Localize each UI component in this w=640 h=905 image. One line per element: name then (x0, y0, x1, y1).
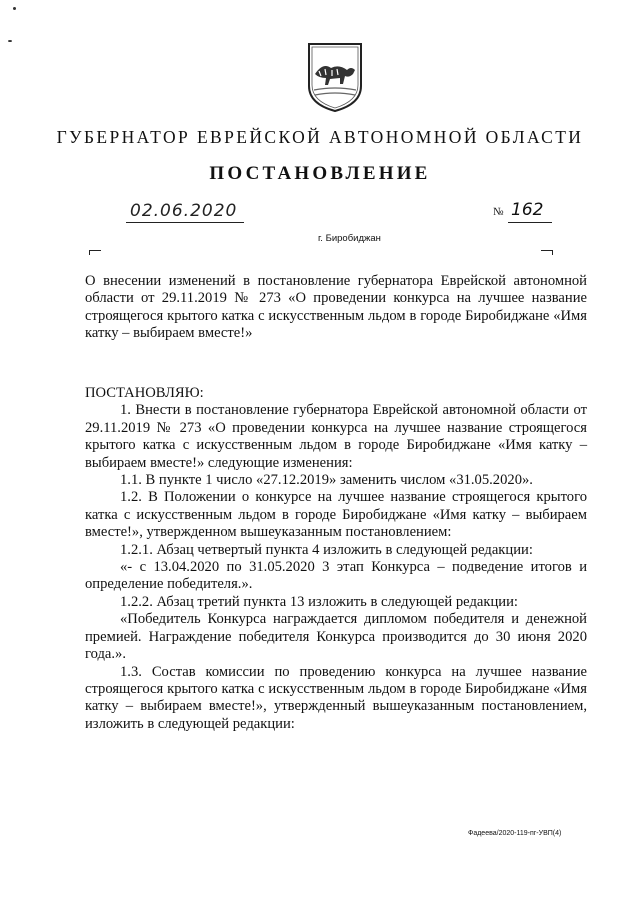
document-number: 162 (511, 200, 544, 220)
paragraph-1-2-1-text: «- с 13.04.2020 по 31.05.2020 3 этап Конкурса – подведение итогов и определение победителя.». (85, 559, 587, 593)
paragraph-1-2-2: 1.2.2. Абзац третий пункта 13 изложить в следующей редакции: (120, 593, 518, 610)
paragraph-1-3: 1.3. Состав комиссии по проведению конкурса на лучшее название строящегося крытого катка с искусственным льдом в городе Биробиджане «Имя катку – выбираем вместе!», утвержденный вышеуказанным постановлением, изложить в следующей редакции: (85, 663, 587, 732)
document-subject: О внесении изменений в постановление губернатора Еврейской автономной области от 29.11.2019 № 273 «О проведении конкурса на лучшее название строящегося крытого катка с искусственным льдом в городе Биробиджане «Имя катку – выбираем вместе!» (85, 273, 587, 342)
paragraph-1-1: 1.1. В пункте 1 число «27.12.2019» заменить числом «31.05.2020». (120, 472, 533, 489)
paragraph-1-2-2-text: «Победитель Конкурса награждается дипломом победителя и денежной премией. Награждение победителя Конкурса производится до 30 июня 2020 года.». (85, 611, 587, 663)
number-underline (508, 222, 552, 223)
city-label: г. Биробиджан (318, 233, 381, 244)
issuer-title: ГУБЕРНАТОР ЕВРЕЙСКОЙ АВТОНОМНОЙ ОБЛАСТИ (56, 127, 584, 147)
resolve-heading: ПОСТАНОВЛЯЮ: (85, 385, 204, 401)
paragraph-1-2-1: 1.2.1. Абзац четвертый пункта 4 изложить в следующей редакции: (120, 541, 533, 558)
paragraph-1: 1. Внести в постановление губернатора Еврейской автономной области от 29.11.2019 № 273 «О проведении конкурса на лучшее название строящегося крытого катка с искусственным льдом в городе Биробиджане «Имя катку – выбираем вместе!» следующие изменения: (85, 402, 587, 471)
coat-of-arms-emblem (305, 40, 365, 114)
paragraph-1-2: 1.2. В Положении о конкурсе на лучшее название строящегося крытого катка с искусственным льдом в городе Биробиджане «Имя катку – выбираем вместе!», утвержденном вышеуказанным постановлением: (85, 489, 587, 541)
document-footer-code: Фадеева/2020-119-пг-УВП(4) (468, 830, 562, 837)
subject-corner-left (89, 250, 101, 255)
scan-mark (8, 40, 12, 42)
scan-mark (13, 7, 16, 10)
document-type-heading: ПОСТАНОВЛЕНИЕ (209, 163, 431, 184)
document-date: 02.06.2020 (130, 201, 238, 221)
date-underline (126, 222, 244, 223)
document-body (85, 385, 587, 733)
document-number-label: № (493, 206, 504, 218)
subject-corner-right (541, 250, 553, 255)
